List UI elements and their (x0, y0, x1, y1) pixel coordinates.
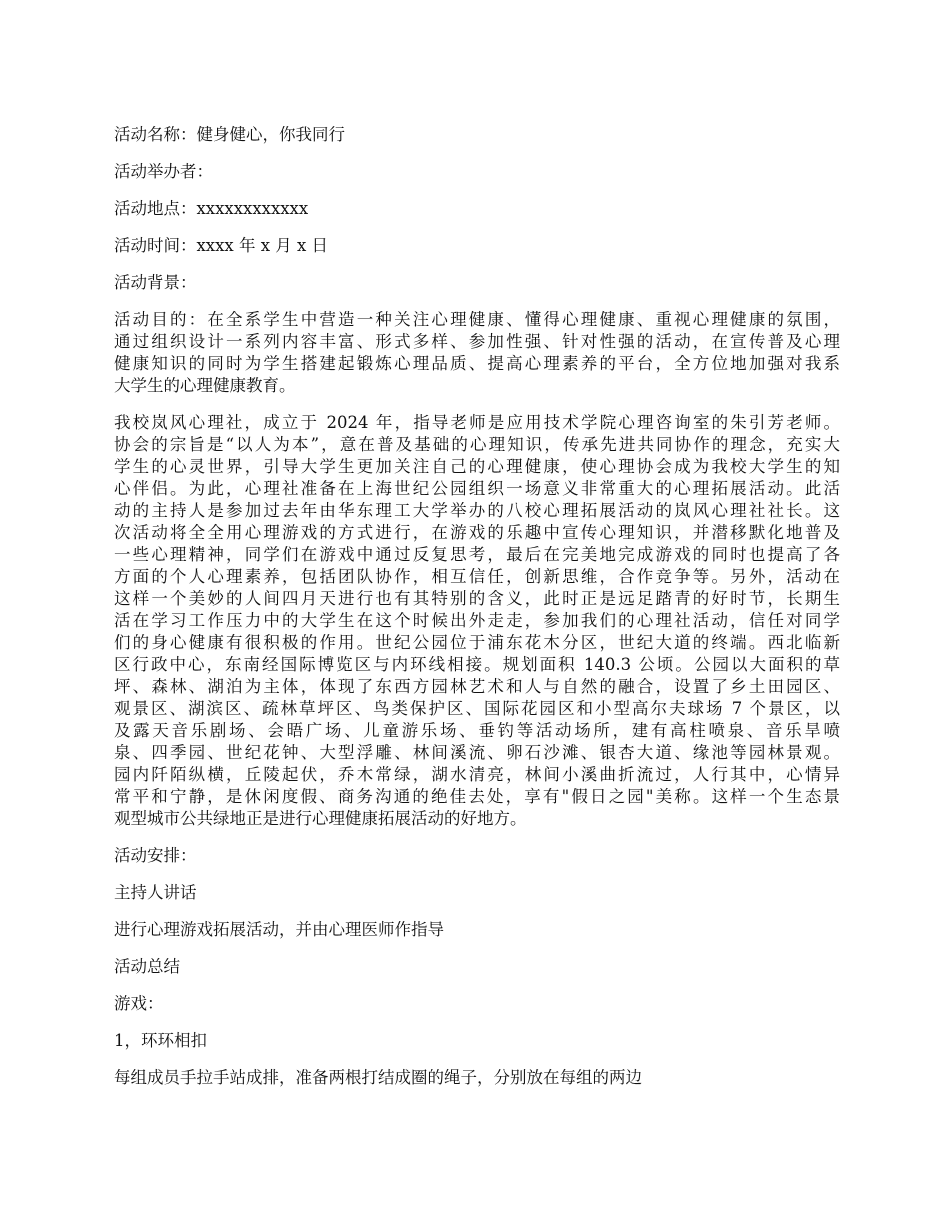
intro-line: 观景区、湖滨区、疏林草坪区、鸟类保护区、国际花园区和小型高尔夫球场 7 个景区，以 (114, 699, 840, 718)
purpose-line: 活动目的：在全系学生中营造一种关注心理健康、懂得心理健康、重视心理健康的氛围， (114, 310, 840, 329)
intro-line: 心伴侣。为此，心理社准备在上海世纪公园组织一场意义非常重大的心理拓展活动。此活 (114, 479, 840, 498)
intro-line: 常平和宁静，是休闲度假、商务沟通的绝佳去处，享有"假日之园"美称。这样一个生态景 (114, 787, 840, 806)
activity-background: 活动背景： (114, 273, 197, 292)
intro-line: 坪、森林、湖泊为主体，体现了东西方园林艺术和人与自然的融合，设置了乡土田园区、 (114, 677, 840, 696)
intro-line: 动的主持人是参加过去年由华东理工大学举办的八校心理拓展活动的岚风心理社社长。这 (114, 501, 840, 520)
intro-line: 区行政中心，东南经国际博览区与内环线相接。规划面积 140.3 公顷。公园以大面积的草 (114, 655, 840, 674)
intro-line: 这样一个美妙的人间四月天进行也有其特别的含义，此时正是远足踏青的好时节，长期生 (114, 589, 840, 608)
document-page (114, 124, 840, 1104)
purpose-line: 通过组织设计一系列内容丰富、形式多样、参加性强、针对性强的活动，在宣传普及心理 (114, 332, 840, 351)
intro-line: 观型城市公共绿地正是进行心理健康拓展活动的好地方。 (114, 809, 527, 828)
game-1-title: 1，环环相扣 (114, 1031, 207, 1050)
intro-line: 协会的宗旨是“以人为本”，意在普及基础的心理知识，传承先进共同协作的理念，充实大 (114, 435, 840, 454)
intro-line: 我校岚风心理社，成立于 2024 年，指导老师是应用技术学院心理咨询室的朱引芳老师。 (114, 413, 840, 432)
purpose-line: 健康知识的同时为学生搭建起锻炼心理品质、提高心理素养的平台，全方位地加强对我系 (114, 354, 840, 373)
schedule-item-summary: 活动总结 (114, 957, 180, 976)
games-heading: 游戏： (114, 994, 164, 1013)
activity-organizer: 活动举办者： (114, 162, 213, 181)
purpose-line: 大学生的心理健康教育。 (114, 376, 296, 395)
intro-line: 学生的心灵世界，引导大学生更加关注自己的心理健康，使心理协会成为我校大学生的知 (114, 457, 840, 476)
schedule-heading: 活动安排： (114, 846, 197, 865)
activity-name: 活动名称：健身健心，你我同行 (114, 125, 345, 144)
intro-line: 园内阡陌纵横，丘陵起伏，乔木常绿，湖水清亮，林间小溪曲折流过，人行其中，心情异 (114, 765, 840, 784)
game-1-description: 每组成员手拉手站成排，准备两根打结成圈的绳子，分别放在每组的两边 (114, 1068, 642, 1087)
intro-line: 泉、四季园、世纪花钟、大型浮雕、林间溪流、卵石沙滩、银杏大道、缘池等园林景观。 (114, 743, 840, 762)
schedule-item-games: 进行心理游戏拓展活动，并由心理医师作指导 (114, 920, 444, 939)
activity-purpose-paragraph (114, 309, 840, 397)
club-intro-paragraph (114, 412, 840, 830)
activity-time: 活动时间：xxxx 年 x 月 x 日 (114, 236, 329, 255)
intro-line: 们的身心健康有很积极的作用。世纪公园位于浦东花木分区，世纪大道的终端。西北临新 (114, 633, 840, 652)
activity-location: 活动地点：xxxxxxxxxxxx (114, 199, 309, 218)
intro-line: 次活动将全全用心理游戏的方式进行，在游戏的乐趣中宣传心理知识，并潜移默化地普及 (114, 523, 840, 542)
intro-line: 方面的个人心理素养，包括团队协作，相互信任，创新思维，合作竞争等。另外，活动在 (114, 567, 840, 586)
intro-line: 一些心理精神，同学们在游戏中通过反复思考，最后在完美地完成游戏的同时也提高了各 (114, 545, 840, 564)
schedule-item-host-speech: 主持人讲话 (114, 883, 197, 902)
intro-line: 及露天音乐剧场、会晤广场、儿童游乐场、垂钓等活动场所，建有高柱喷泉、音乐旱喷 (114, 721, 840, 740)
intro-line: 活在学习工作压力中的大学生在这个时候出外走走，参加我们的心理社活动，信任对同学 (114, 611, 840, 630)
